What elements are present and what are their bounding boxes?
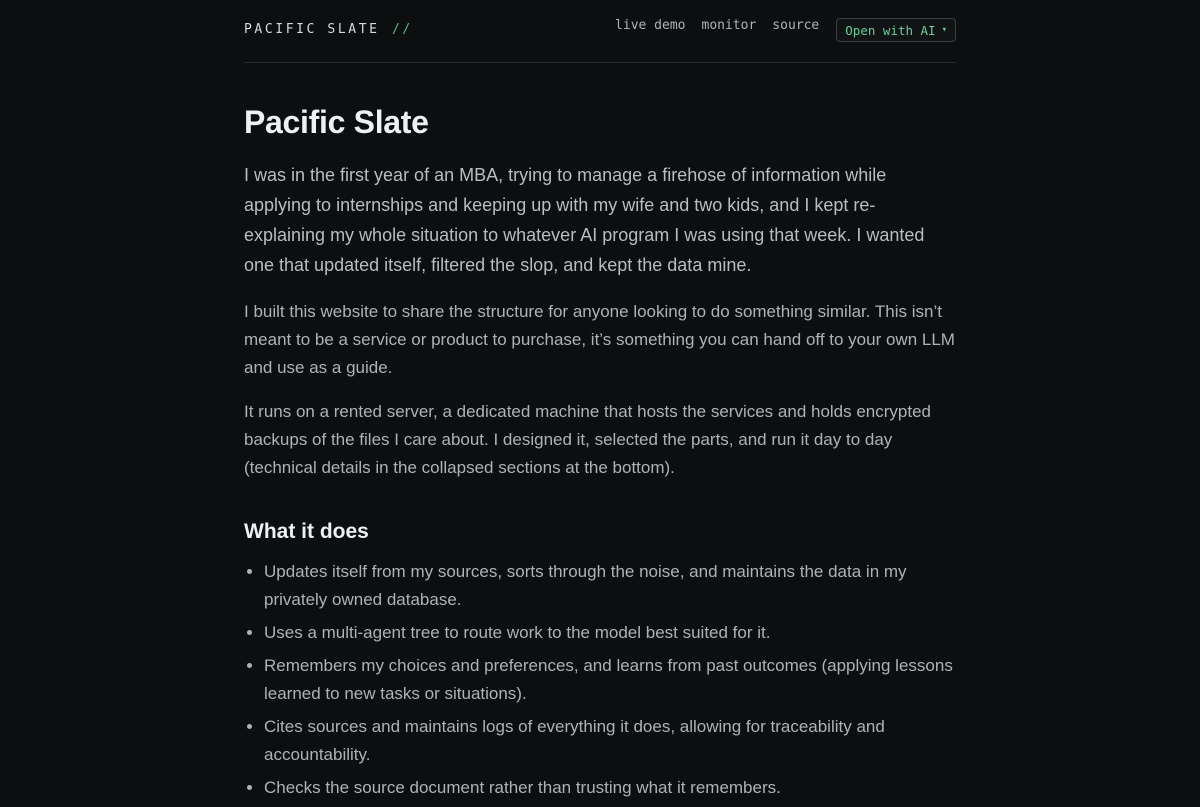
list-item: • Updates itself from my sources, sorts through the noise, and maintains the data in my privately owned database. — [264, 558, 956, 614]
section-heading-what-it-does: What it does — [244, 520, 369, 543]
list-item: • Cites sources and maintains logs of everything it does, allowing for traceability and accountability. — [264, 713, 956, 769]
list-item: • Uses a multi-agent tree to route work to the model best suited for it. — [264, 619, 956, 647]
chevron-down-icon: ▾ — [941, 25, 947, 35]
open-with-ai-button[interactable] — [836, 18, 956, 42]
body-paragraph: I built this website to share the structure for anyone looking to do something similar. This isn’t meant to be a service or product to purchase, it’s something you can hand off to your own LLM and use as a guide. — [244, 302, 955, 377]
feature-list — [244, 558, 956, 802]
nav-monitor[interactable]: monitor — [701, 18, 757, 33]
body-paragraph: It runs on a rented server, a dedicated machine that hosts the services and holds encrypted backups of the files I care about. I designed it, selected the parts, and run it day to day (technical details in the collapsed sections at the bottom). — [244, 402, 932, 477]
site-header — [244, 0, 956, 63]
list-item: • Remembers my choices and preferences, and learns from past outcomes (applying lessons learned to new tasks or situations). — [264, 652, 956, 708]
nav-source[interactable]: source — [772, 18, 820, 33]
top-nav — [615, 18, 956, 42]
brand-name: PACIFIC SLATE — [244, 22, 380, 37]
nav-live-demo[interactable]: live demo — [615, 18, 686, 33]
page-container — [244, 0, 956, 797]
page-title: Pacific Slate — [244, 104, 429, 140]
open-with-ai-label: Open with AI — [845, 22, 936, 38]
site-logo[interactable] — [244, 22, 413, 37]
brand-suffix: // — [391, 22, 413, 37]
intro-paragraph: I was in the first year of an MBA, trying to manage a firehose of information while applying to internships and keeping up with my wife and two kids, and I kept re-explaining my whole situation to whatever AI program I was using that week. I wanted one that updated itself, filtered the slop, and kept the data mine. — [244, 165, 925, 275]
list-item: • Checks the source document rather than trusting what it remembers. — [264, 774, 956, 802]
main-content — [244, 160, 956, 807]
